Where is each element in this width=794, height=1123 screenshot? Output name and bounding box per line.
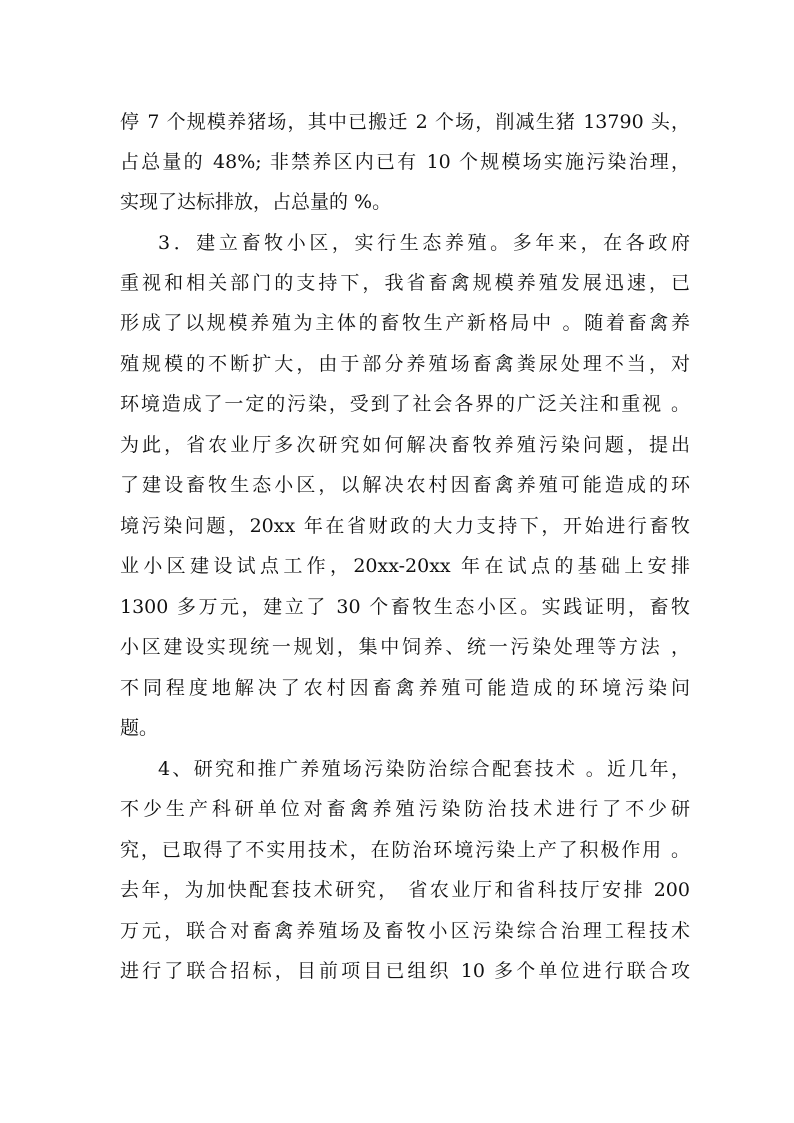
text-line: 进行了联合招标，目前项目已组织 10 多个单位进行联合攻 <box>120 960 690 982</box>
text-line: 形成了以规模养殖为主体的畜牧生产新格局中 。随着畜禽养 <box>120 312 690 334</box>
text-line: 3．建立畜牧小区，实行生态养殖。多年来，在各政府 <box>158 232 690 254</box>
text-line: 占总量的 48%; 非禁养区内已有 10 个规模场实施污染治理， <box>120 151 690 173</box>
text-line: 为此，省农业厅多次研究如何解决畜牧养殖污染问题，提出 <box>120 434 690 456</box>
text-line: 不少生产科研单位对畜禽养殖污染防治技术进行了不少研 <box>120 798 690 820</box>
text-line: 殖规模的不断扩大，由于部分养殖场畜禽粪尿处理不当，对 <box>120 353 690 375</box>
text-line: 万元，联合对畜禽养殖场及畜牧小区污染综合治理工程技术 <box>120 920 690 942</box>
text-line: 不同程度地解决了农村因畜禽养殖可能造成的环境污染问 <box>120 677 690 699</box>
text-line: 小区建设实现统一规划，集中饲养、统一污染处理等方法 ， <box>120 636 690 658</box>
text-line: 境污染问题，20xx 年在省财政的大力支持下，开始进行畜牧 <box>120 515 690 537</box>
text-line: 重视和相关部门的支持下，我省畜禽规模养殖发展迅速，已 <box>120 272 690 294</box>
text-line: 环境造成了一定的污染，受到了社会各界的广泛关注和重视 。 <box>120 393 690 415</box>
text-line: 究，已取得了不实用技术，在防治环境污染上产了积极作用 。 <box>120 839 690 861</box>
text-line: 题。 <box>120 717 159 739</box>
text-line: 1300 多万元，建立了 30 个畜牧生态小区。实践证明，畜牧 <box>120 596 690 618</box>
text-line: 实现了达标排放，占总量的 %。 <box>120 191 392 213</box>
text-line: 去年，为加快配套技术研究， 省农业厅和省科技厅安排 200 <box>120 879 690 901</box>
text-line: 4、研究和推广养殖场污染防治综合配套技术 。近几年， <box>158 758 690 780</box>
text-line: 业小区建设试点工作，20xx-20xx 年在试点的基础上安排 <box>120 555 690 577</box>
text-line: 停 7 个规模养猪场，其中已搬迁 2 个场，削减生猪 13790 头， <box>120 111 690 133</box>
text-line: 了建设畜牧生态小区，以解决农村因畜禽养殖可能造成的环 <box>120 474 690 496</box>
